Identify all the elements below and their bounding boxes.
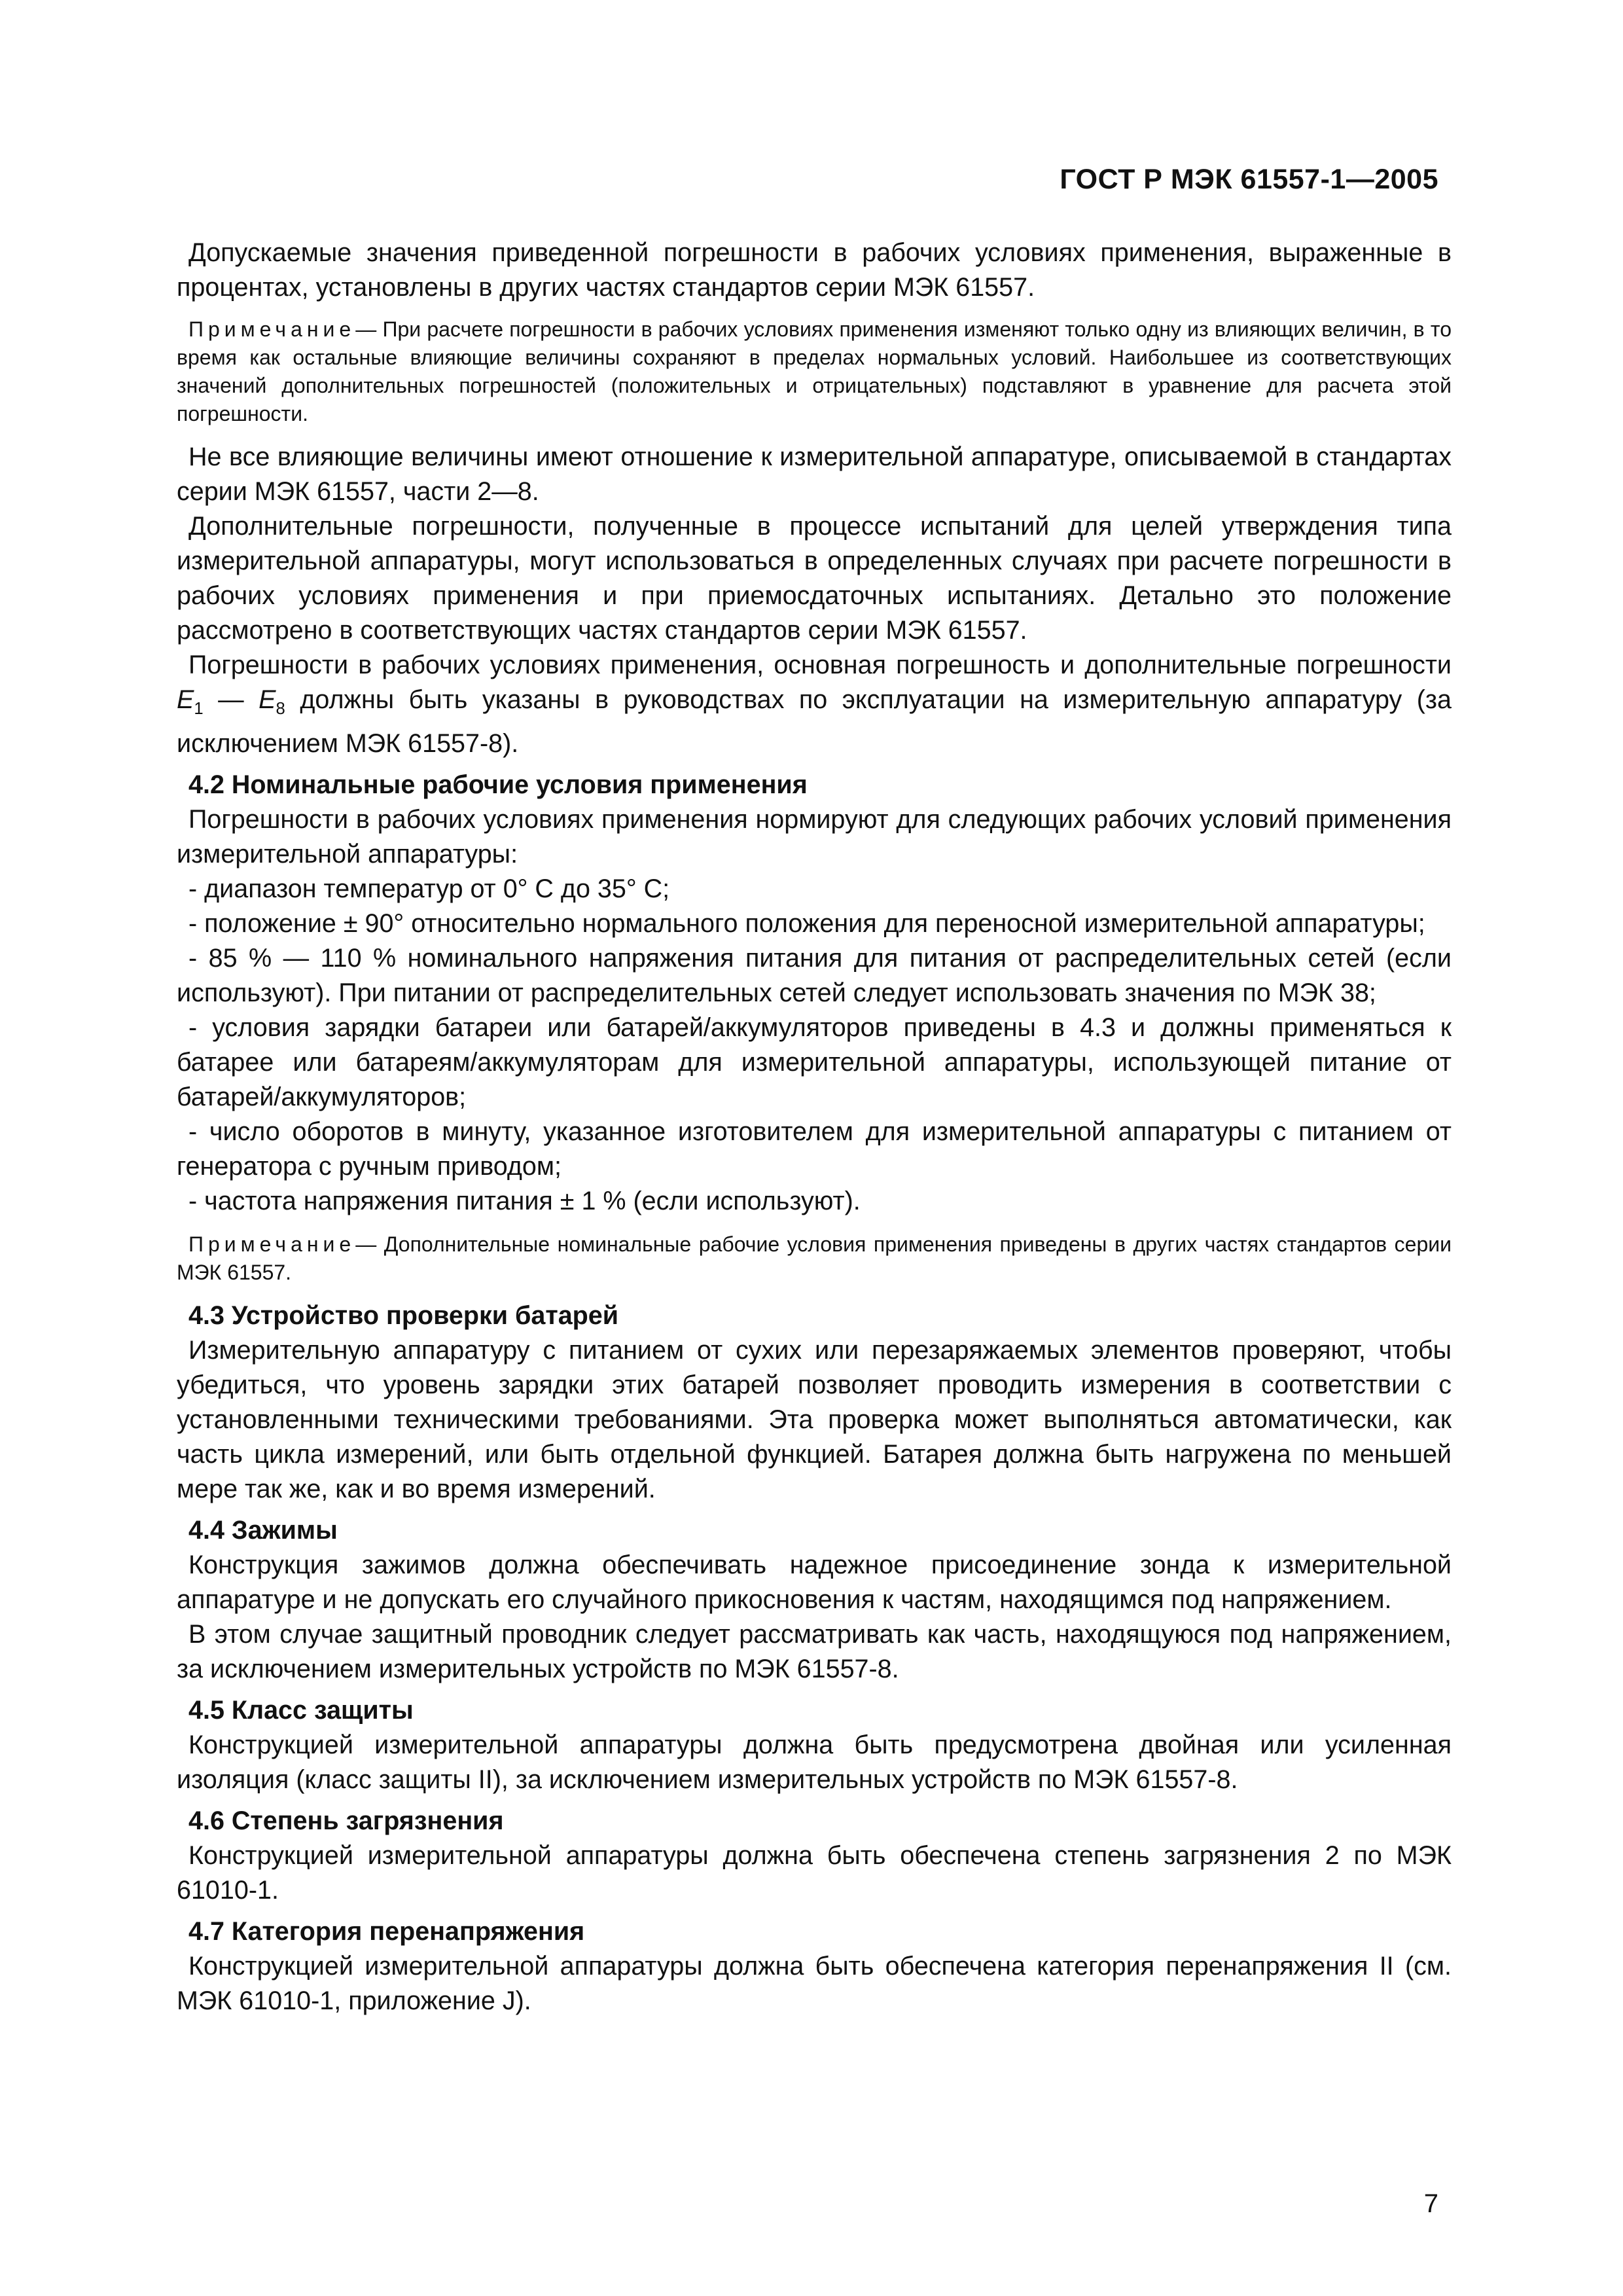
note-label: Примечание — [188, 317, 356, 341]
dash: — — [203, 685, 259, 714]
list-item: - 85 % — 110 % номинального напряжения питания для питания от распределительных сетей (если используют). При питании от распределительных сетей следует использовать значения по МЭК 38; — [177, 943, 1452, 1007]
paragraph: Допускаемые значения приведенной погрешности в рабочих условиях применения, выраженные в процентах, установлены в других частях стандартов серии МЭК 61557. — [177, 238, 1452, 302]
paragraph: Не все влияющие величины имеют отношение к измерительной аппаратуре, описываемой в стандартах серии МЭК 61557, части 2—8. — [177, 442, 1452, 506]
symbol-e: E — [259, 685, 276, 714]
note-text: — При расчете погрешности в рабочих условиях применения изменяют только одну из влияющих величин, в то время как остальные влияющие величины сохраняют в пределах нормальных условий. Наибольшее из соответствующих значений дополнительных погрешностей (положительных и отрицательных) подставляют в уравнение для расчета этой погрешности. — [177, 317, 1452, 425]
note — [177, 1230, 1452, 1287]
paragraph: Конструкцией измерительной аппаратуры должна быть предусмотрена двойная или усиленная изоляция (класс защиты II), за исключением измерительных устройств по МЭК 61557-8. — [177, 1730, 1452, 1794]
subscript: 8 — [276, 699, 285, 718]
section-heading-4-7: 4.7 Категория перенапряжения — [188, 1916, 585, 1946]
note-label: Примечание — [188, 1232, 356, 1256]
document-header: ГОСТ Р МЭК 61557-1—2005 — [1060, 164, 1438, 195]
section-heading-4-2: 4.2 Номинальные рабочие условия применения — [188, 770, 808, 799]
page-number: 7 — [1423, 2189, 1438, 2218]
section-heading-4-5: 4.5 Класс защиты — [188, 1695, 414, 1725]
paragraph: Конструкция зажимов должна обеспечивать надежное присоединение зонда к измерительной аппаратуре и не допускать его случайного прикосновения к частям, находящимся под напряжением. — [177, 1550, 1452, 1614]
list-item: - частота напряжения питания ± 1 % (если используют). — [188, 1186, 861, 1215]
list-item: - число оборотов в минуту, указанное изготовителем для измерительной аппаратуры с питанием от генератора с ручным приводом; — [177, 1117, 1452, 1181]
symbol-e: E — [177, 685, 194, 714]
note — [177, 315, 1452, 428]
section-heading-4-4: 4.4 Зажимы — [188, 1515, 338, 1545]
paragraph: В этом случае защитный проводник следует рассматривать как часть, находящуюся под напряжением, за исключением измерительных устройств по МЭК 61557-8. — [177, 1619, 1452, 1683]
subscript: 1 — [194, 699, 204, 718]
text-run: должны быть указаны в руководствах по эксплуатации на измерительную аппаратуру (за исключением МЭК 61557-8). — [177, 685, 1452, 758]
paragraph: Дополнительные погрешности, полученные в процессе испытаний для целей утверждения типа измерительной аппаратуры, могут использоваться в определенных случаях при расчете погрешности в рабочих условиях применения и при приемосдаточных испытаниях. Детально это положение рассмотрено в соответствующих частях стандартов серии МЭК 61557. — [177, 512, 1452, 645]
list-item: - диапазон температур от 0° С до 35° С; — [188, 874, 670, 903]
paragraph: Конструкцией измерительной аппаратуры должна быть обеспечена степень загрязнения 2 по МЭК 61010-1. — [177, 1840, 1452, 1905]
note-text: — Дополнительные номинальные рабочие условия применения приведены в других частях стандартов серии МЭК 61557. — [177, 1232, 1452, 1284]
section-heading-4-3: 4.3 Устройство проверки батарей — [188, 1300, 619, 1330]
list-item: - положение ± 90° относительно нормального положения для переносной измерительной аппаратуры; — [188, 908, 1425, 938]
list-item: - условия зарядки батареи или батарей/аккумуляторов приведены в 4.3 и должны применяться к батарее или батареям/аккумуляторам для измерительной аппаратуры, использующей питание от батарей/аккумуляторов; — [177, 1013, 1452, 1111]
paragraph-errors — [177, 648, 1452, 761]
paragraph: Погрешности в рабочих условиях применения нормируют для следующих рабочих условий применения измерительной аппаратуры: — [177, 804, 1452, 869]
paragraph: Измерительную аппаратуру с питанием от сухих или перезаряжаемых элементов проверяют, чтобы убедиться, что уровень зарядки этих батарей позволяет проводить измерения в соответствии с установленными техническими требованиями. Эта проверка может выполняться автоматически, как часть цикла измерений, или быть отдельной функцией. Батарея должна быть нагружена по меньшей мере так же, как и во время измерений. — [177, 1335, 1452, 1503]
document-body — [177, 236, 1452, 2018]
text-run: Погрешности в рабочих условиях применения, основная погрешность и дополнительные погрешности — [188, 651, 1452, 679]
section-heading-4-6: 4.6 Степень загрязнения — [188, 1806, 504, 1835]
paragraph: Конструкцией измерительной аппаратуры должна быть обеспечена категория перенапряжения II (см. МЭК 61010-1, приложение J). — [177, 1951, 1452, 2015]
